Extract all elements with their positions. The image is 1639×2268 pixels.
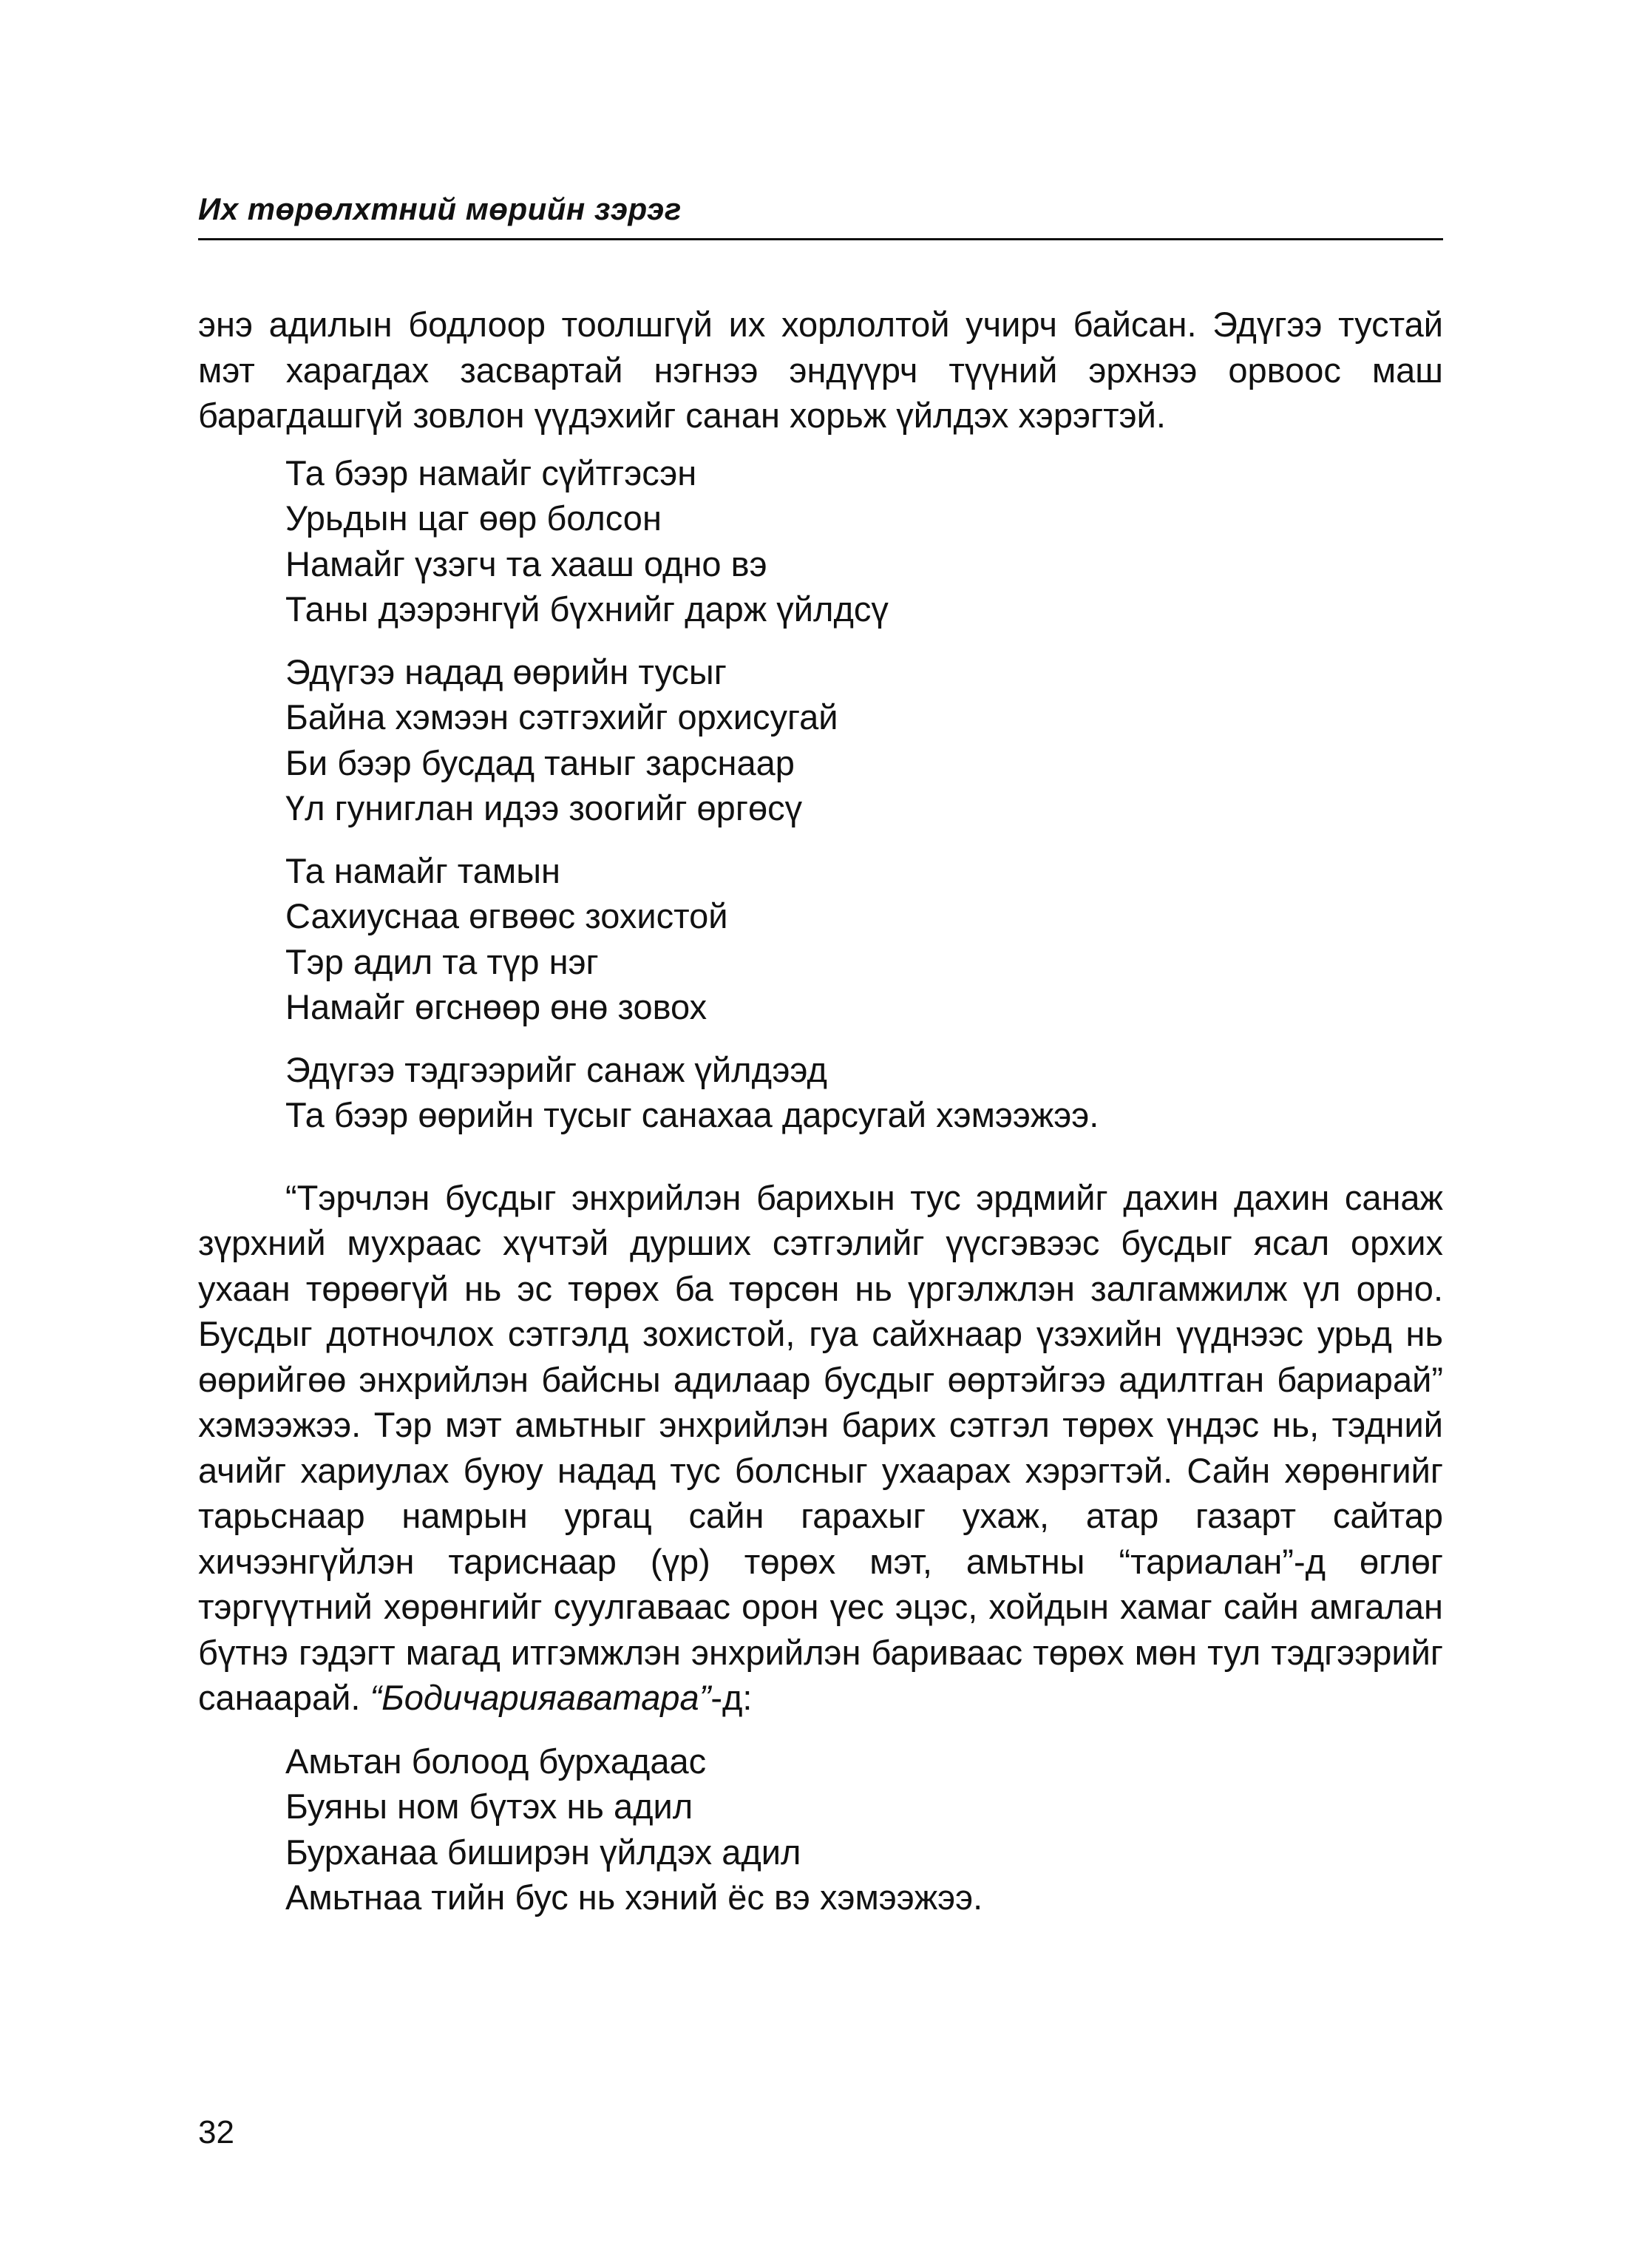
page-content	[198, 302, 1443, 1920]
verse-block-1	[285, 450, 1443, 1138]
verse-line: Та намайг тамын	[285, 850, 560, 890]
paragraph-1: энэ адилын бодлоор тоолшгүй их хорлолтой учирч байсан. Эдүгээ тустай мэт харагдах засвартай нэгнээ эндүүрч түүний эрхнээ орвоос маш барагдашгүй зовлон үүдэхийг санан хорьж үйлдэх хэрэгтэй.	[198, 305, 1443, 435]
paragraph-2-text: “Тэрчлэн бусдыг энхрийлэн барихын тус эрдмийг дахин дахин санаж зүрхний мухраас хүчтэй дурших сэтгэлийг үүсгэвээс бусдыг ясал орхих ухаан төрөөгүй нь эс төрөх ба төрсөн нь үргэлжлэн залгамжилж үл орно. Бусдыг дотночлох сэтгэлд зохистой, гуа сайхнаар үзэхийн үүднээс урьд нь өөрийгөө энхрийлэн байсны адилаар бусдыг өөртэйгээ адилтган бариарай” хэмээжээ. Тэр мэт амьтныг энхрийлэн барих сэтгэл төрөх үндэс нь, тэдний ачийг хариулах буюу надад тус болсныг ухаарах хэрэгтэй. Сайн хөрөнгийг тарьснаар намрын ургац сайн гарахыг ухаж, атар газарт сайтар хичээнгүйлэн тариснаар (үр) төрөх мэт, амьтны “тариалан”-д өглөг тэргүүтний хөрөнгийг суулгаваас орон үес эцэс, хойдын хамаг сайн амгалан бүтнэ гэдэгт магад итгэмжлэн энхрийлэн бариваас төрөх мөн тул тэдгээрийг санаарай.	[198, 1177, 1443, 1717]
verse-line: Сахиуснаа өгвөөс зохистой	[285, 896, 728, 935]
page-number: 32	[198, 2114, 234, 2150]
header-rule	[198, 238, 1443, 240]
verse-line: Амьтан болоод бурхадаас	[285, 1741, 707, 1781]
stanza-3	[285, 848, 1443, 1030]
verse-line: Амьтнаа тийн бус нь хэний ёс вэ хэмээжээ.	[285, 1878, 983, 1917]
stanza-1	[285, 450, 1443, 632]
verse-line: Таны дээрэнгүй бүхнийг дарж үйлдсү	[285, 589, 889, 629]
stanza-5	[285, 1739, 1443, 1920]
stanza-4	[285, 1047, 1443, 1138]
verse-line: Бурханаа биширэн үйлдэх адил	[285, 1832, 801, 1872]
verse-line: Байна хэмээн сэтгэхийг орхисугай	[285, 697, 838, 737]
verse-line: Эдүгээ тэдгээрийг санаж үйлдээд	[285, 1049, 827, 1089]
verse-line: Та бээр өөрийн тусыг санахаа дарсугай хэмээжээ.	[285, 1095, 1099, 1134]
verse-line: Урьдын цаг өөр болсон	[285, 498, 662, 538]
paragraph-2-suffix: -д:	[710, 1678, 753, 1717]
verse-line: Тэр адил та түр нэг	[285, 941, 599, 981]
verse-line: Үл гуниглан идээ зоогийг өргөсү	[285, 788, 803, 827]
verse-block-2	[285, 1739, 1443, 1920]
verse-line: Буяны ном бүтэх нь адил	[285, 1787, 693, 1826]
verse-line: Намайг үзэгч та хааш одно вэ	[285, 544, 767, 583]
verse-line: Эдүгээ надад өөрийн тусыг	[285, 651, 727, 691]
source-title: “Бодичарияаватара”	[370, 1678, 711, 1717]
stanza-2	[285, 649, 1443, 831]
running-header: Их төрөлхтний мөрийн зэрэг	[198, 192, 682, 226]
paragraph-2	[198, 1175, 1443, 1721]
verse-line: Та бээр намайг сүйтгэсэн	[285, 453, 697, 492]
verse-line: Би бээр бусдад таныг зарснаар	[285, 742, 795, 782]
verse-line: Намайг өгснөөр өнө зовох	[285, 987, 707, 1026]
